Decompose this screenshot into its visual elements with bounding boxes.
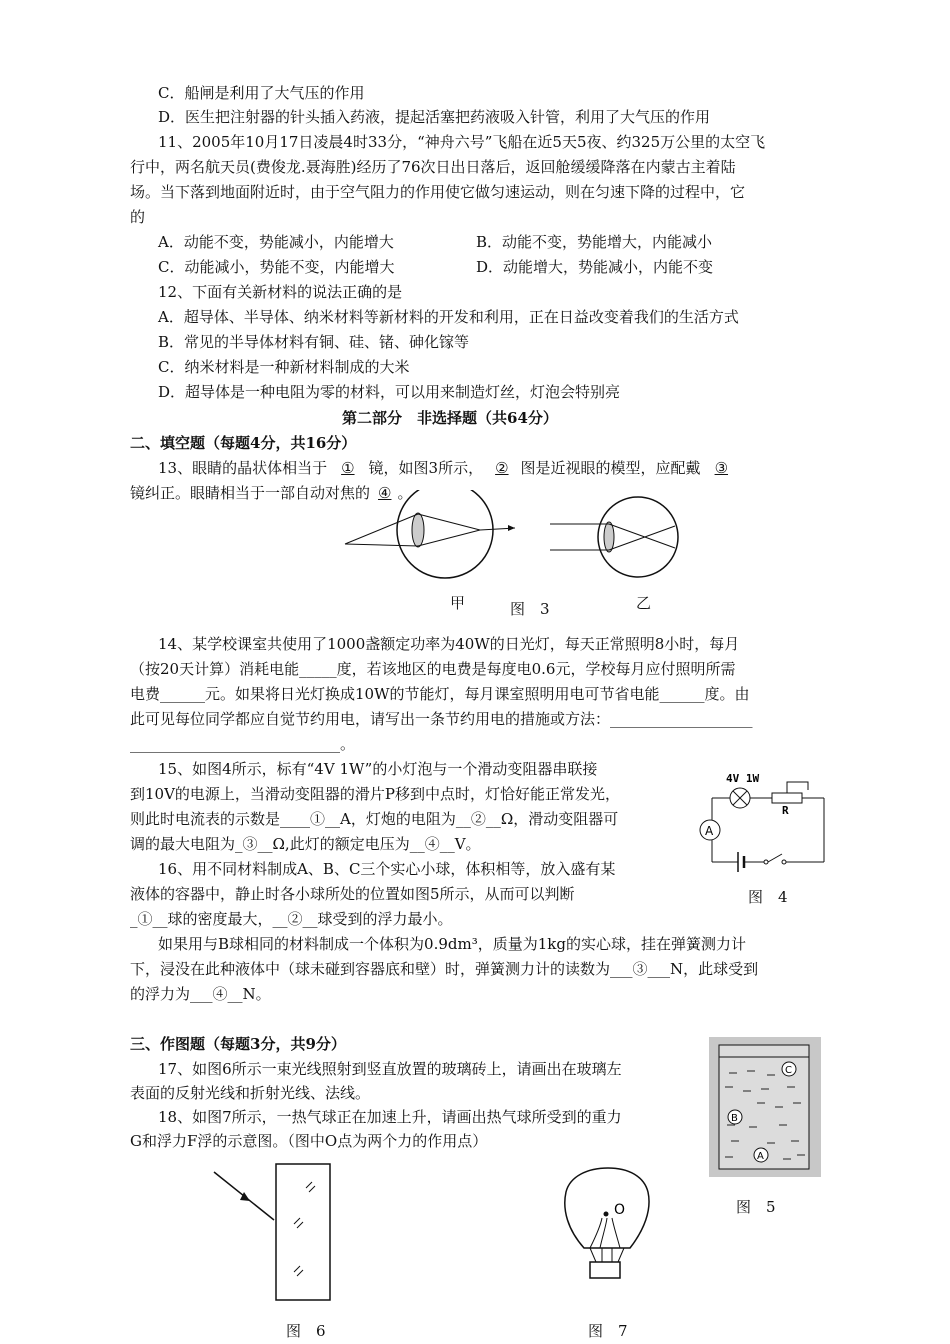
q10-option-d: D．医生把注射器的针头插入药液，提起活塞把药液吸入针管，利用了大气压的作用: [158, 108, 711, 126]
figure7-point-o: O: [614, 1202, 626, 1218]
figure4-resistor-label: R: [782, 804, 789, 817]
q13-line2: 镜纠正。眼睛相当于一部自动对焦的 ④ 。: [130, 484, 413, 502]
q13-line1: 13、眼睛的晶状体相当于 ① 镜，如图3所示， ② 图是近视眼的模型，应配戴 ③: [158, 459, 729, 477]
q14-line1: 14、某学校课室共使用了1000盏额定功率为40W的日光灯，每天正常照明8小时，每月: [158, 635, 740, 653]
q17-line1: 17、如图6所示一束光线照射到竖直放置的玻璃砖上，请画出在玻璃左: [158, 1060, 622, 1078]
q16-line5: 下，浸没在此种液体中（球未碰到容器底和壁）时，弹簧测力计的读数为___③___N，此球受到: [130, 960, 759, 978]
figure6-glass-brick: [210, 1160, 350, 1306]
q11-option-a: A．动能不变，势能减小，内能增大: [158, 233, 394, 251]
section2-heading: 二、填空题（每题4分，共16分）: [130, 434, 357, 452]
figure3-caption: 图 3: [510, 600, 550, 618]
q18-line2: G和浮力F浮的示意图。（图中O点为两个力的作用点）: [130, 1132, 488, 1150]
figure5-liquid-container: [709, 1037, 821, 1177]
q11-line3: 场。当下落到地面附近时，由于空气阻力的作用使它做匀速运动，则在匀速下降的过程中，它: [130, 183, 746, 201]
figure5-caption: 图 5: [736, 1198, 776, 1216]
figure4-bulb-label: 4V 1W: [726, 772, 760, 785]
q18-line1: 18、如图7所示，一热气球正在加速上升，请画出热气球所受到的重力: [158, 1108, 622, 1126]
q12-option-b: B．常见的半导体材料有铜、硅、锗、砷化镓等: [158, 333, 470, 351]
figure3-label-left: 甲: [450, 594, 466, 612]
figure5-ball-c: C: [785, 1065, 792, 1076]
figure5-ball-b: B: [731, 1113, 738, 1124]
section3-heading: 三、作图题（每题3分，共9分）: [130, 1035, 346, 1053]
part2-heading: 第二部分 非选择题（共64分）: [342, 409, 558, 427]
q15-line4: 调的最大电阻为_③__Ω,此灯的额定电压为__④__V。: [130, 835, 481, 853]
figure7-hot-air-balloon: [560, 1166, 660, 1282]
figure4-caption: 图 4: [748, 888, 788, 906]
q16-line2: 液体的容器中，静止时各小球所处的位置如图5所示，从而可以判断: [130, 885, 575, 903]
q11-option-c: C．动能减小，势能不变，内能增大: [158, 258, 395, 276]
q11-option-b: B．动能不变，势能增大，内能减小: [476, 233, 713, 251]
q11-line4: 的: [130, 208, 146, 226]
q11-option-d: D．动能增大，势能减小，内能不变: [476, 258, 714, 276]
q15-line2: 到10V的电源上，当滑动变阻器的滑片P移到中点时，灯恰好能正常发光，: [130, 785, 621, 803]
q14-line2: （按20天计算）消耗电能_____度，若该地区的电费是每度电0.6元，学校每月应付照明所需: [130, 660, 736, 678]
q12-stem: 12、下面有关新材料的说法正确的是: [158, 283, 403, 301]
figure4-ammeter-label: A: [705, 824, 714, 838]
q14-line4: 此可见每位同学都应自觉节约用电，请写出一条节约用电的措施或方法：___________________: [130, 710, 753, 728]
q12-option-d: D．超导体是一种电阻为零的材料，可以用来制造灯丝，灯泡会特别亮: [158, 383, 621, 401]
q17-line2: 表面的反射光线和折射光线、法线。: [130, 1084, 371, 1102]
figure4-circuit: [698, 768, 830, 872]
figure3-eye-diagrams: [330, 490, 710, 590]
q14-line5: ____________________________。: [130, 735, 356, 753]
q12-option-c: C．纳米材料是一种新材料制成的大米: [158, 358, 410, 376]
q15-line3: 则此时电流表的示数是____①__A，灯炮的电阻为__②__Ω，滑动变阻器可: [130, 810, 619, 828]
q11-line1: 11、2005年10月17日凌晨4时33分，“神舟六号”飞船在近5天5夜、约325万公里的太空飞: [158, 133, 766, 151]
q11-line2: 行中，两名航天员(费俊龙.聂海胜)经历了76次日出日落后，返回舱缓缓降落在内蒙古主着陆: [130, 158, 736, 176]
figure5-ball-a: A: [757, 1151, 764, 1162]
q12-option-a: A．超导体、半导体、纳米材料等新材料的开发和利用，正在日益改变着我们的生活方式: [158, 308, 739, 326]
q16-line3: _①__球的密度最大，__②__球受到的浮力最小。: [130, 910, 453, 928]
figure6-caption: 图 6: [286, 1322, 326, 1340]
q10-option-c: C．船闸是利用了大气压的作用: [158, 84, 365, 102]
q16-line4: 如果用与B球相同的材料制成一个体积为0.9dm³，质量为1kg的实心球，挂在弹簧测力计: [158, 935, 746, 953]
figure7-caption: 图 7: [588, 1322, 628, 1340]
q14-line3: 电费______元。如果将日光灯换成10W的节能灯，每月课室照明用电可节省电能______度。由: [130, 685, 750, 703]
q16-line1: 16、用不同材料制成A、B、C三个实心小球，体积相等，放入盛有某: [158, 860, 616, 878]
q15-line1: 15、如图4所示，标有“4V 1W”的小灯泡与一个滑动变阻器串联接: [158, 760, 598, 778]
figure3-label-right: 乙: [636, 594, 652, 612]
q16-line6: 的浮力为___④__N。: [130, 985, 271, 1003]
